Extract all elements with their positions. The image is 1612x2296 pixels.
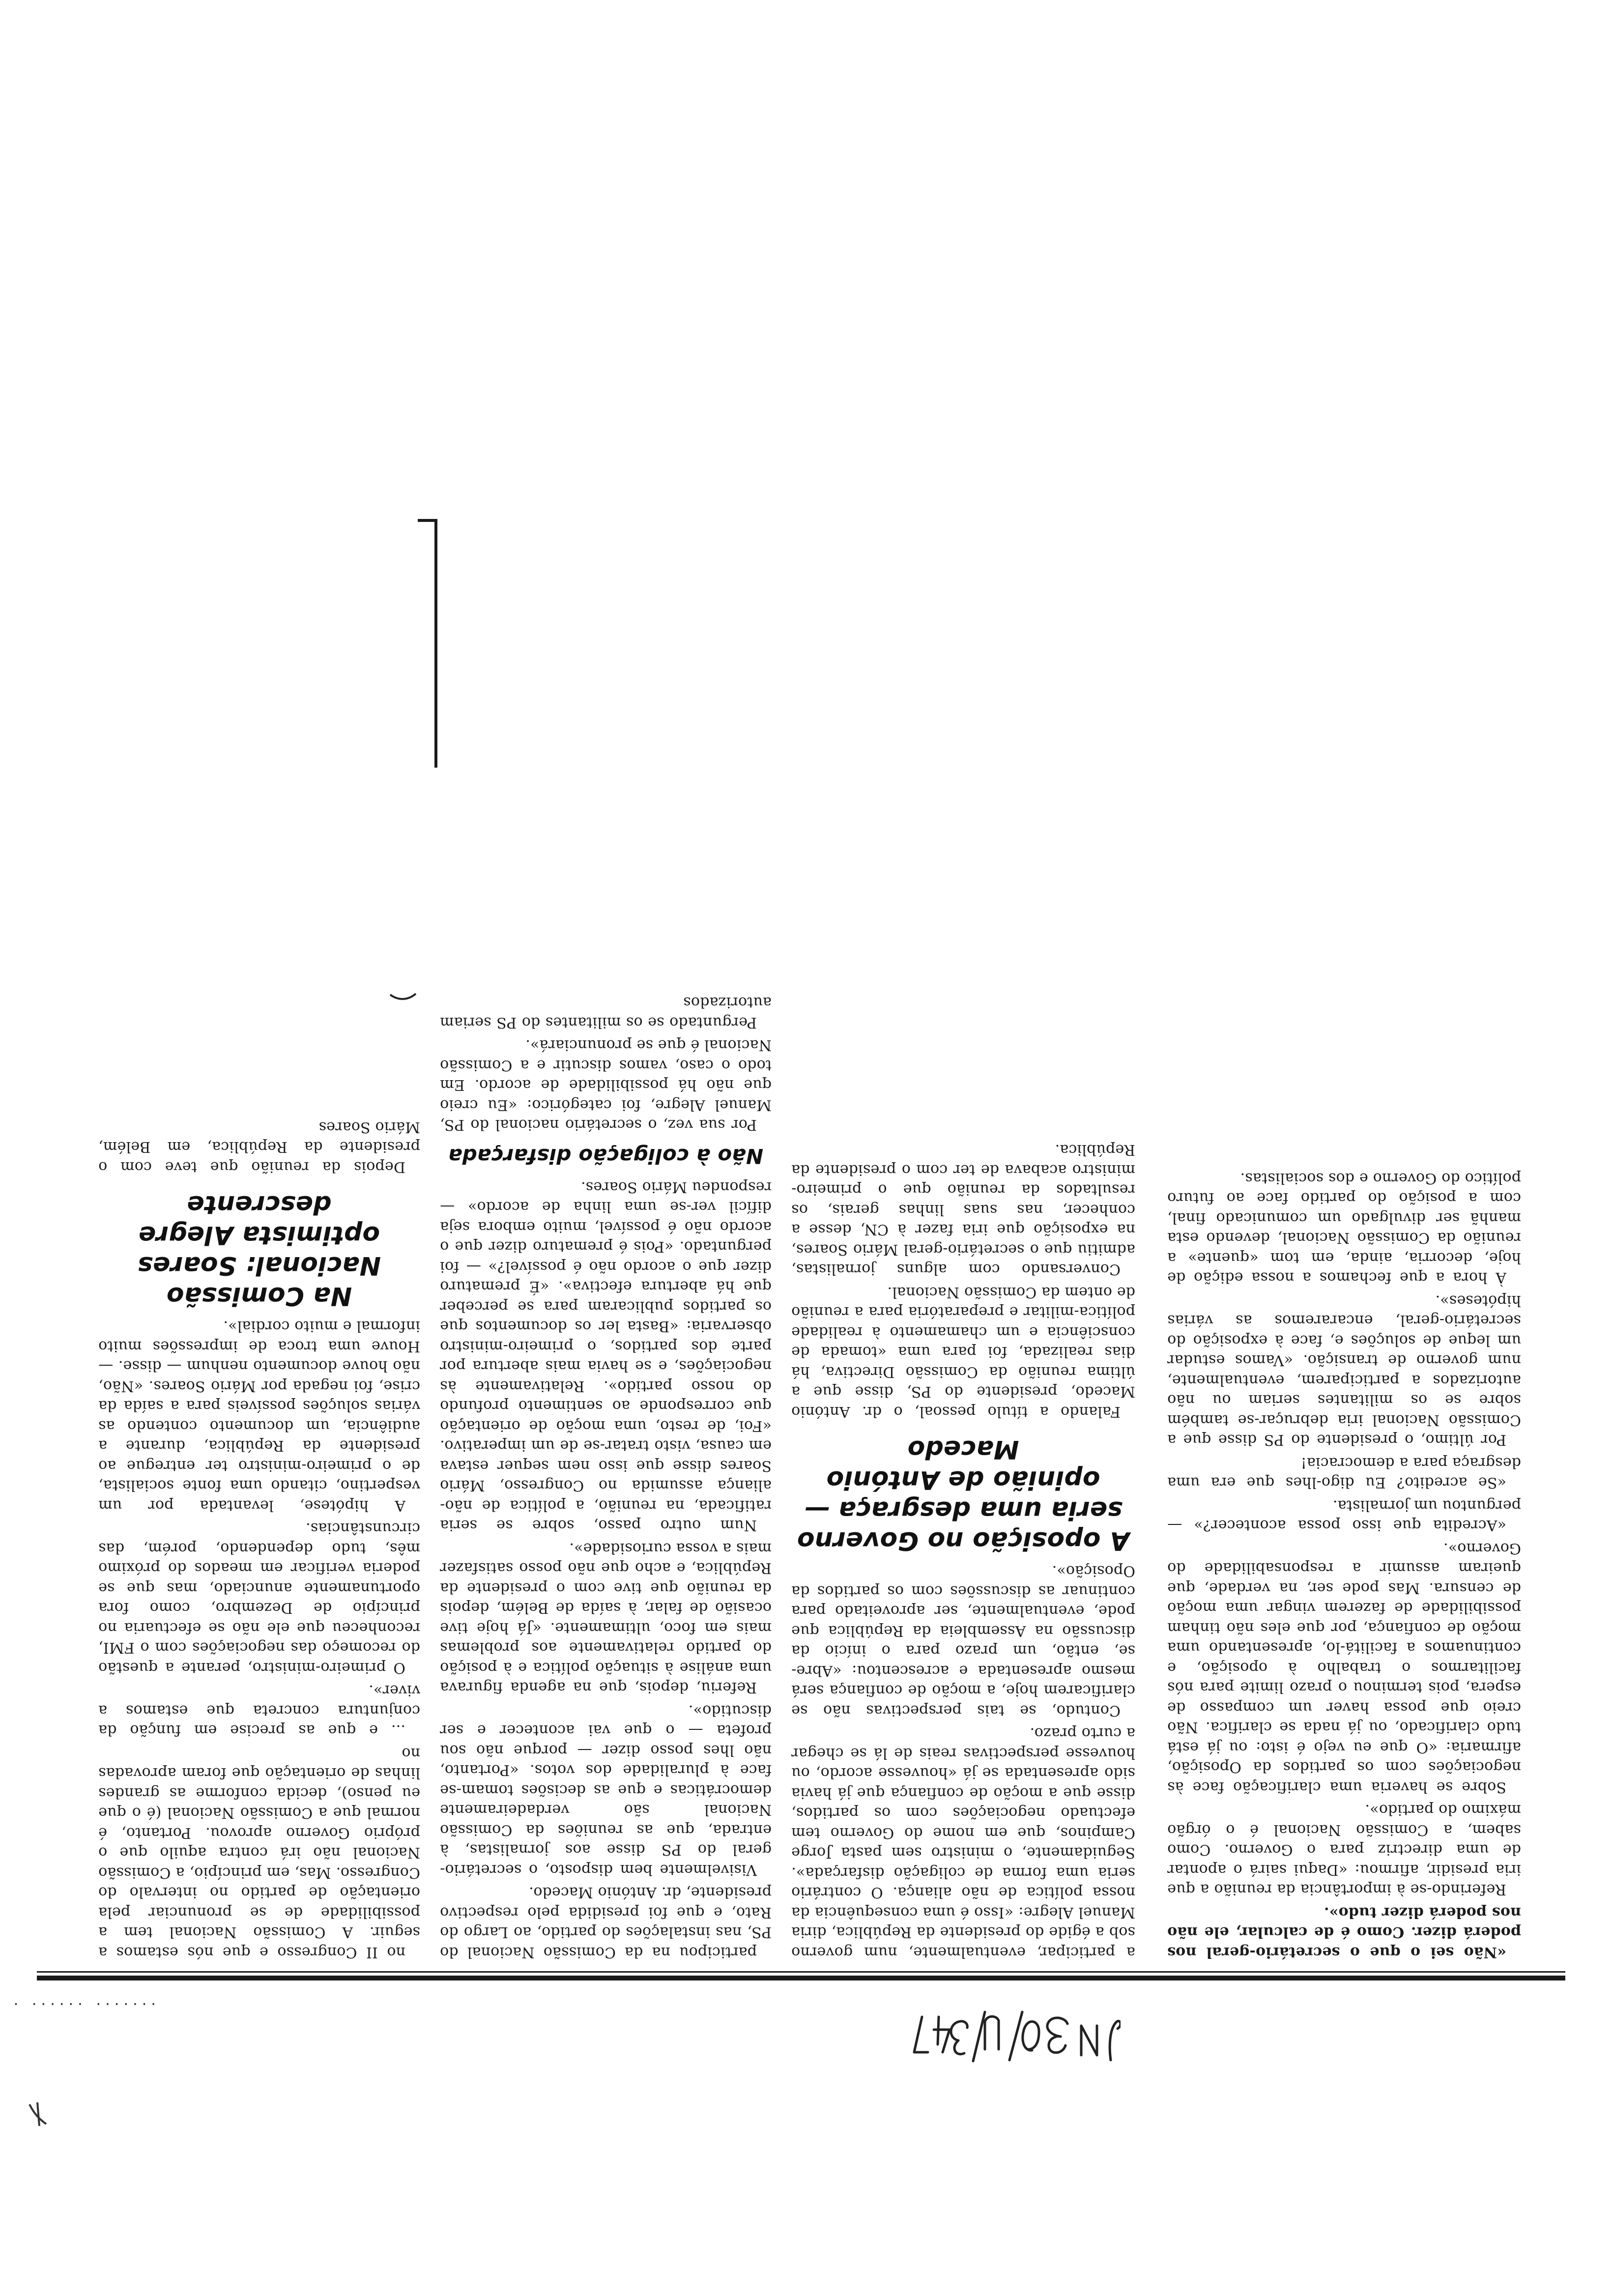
- col2-paragraph: Por sua vez, o secretário nacional do PS, Manuel Alegre, foi categórico: «Eu creio que não há possibilidade de acordo. Em todo o caso, vamos discutir e a Comissão Nacional é que se pronunciará».: [440, 1036, 772, 1134]
- clipping-top-rule: [37, 1976, 1565, 1980]
- col4-paragraph: Sobre se haveria uma clarificação face às negociações com os partidos da Oposição, afirmaria: «O que eu vejo é isto: ou já está tudo clarificado, ou já nada se clarifica. Não creio que possa haver um compasso de espera, pois terminou o prazo limite para nós facilitarmos o trabalho à oposição, e continuamos a facilitá-lo, apresentando uma moção de confiança, por que eles não tinham possibilidade de fazerem vingar uma moção de censura. Mas pode ser, na verdade, que queiram assumir a responsabilidade do Governo».: [1167, 1540, 1521, 1796]
- col4-paragraph: Referindo-se à importância da reunião a que iria presidir, afirmou: «Daqui sairá o apontar de uma directriz para o Governo. Como sabem, a Comissão Nacional é o órgão máximo do partido».: [1167, 1801, 1521, 1898]
- article-column-3: [791, 522, 1135, 1962]
- column-marker-tick: [418, 519, 437, 522]
- clipping-top-rule-thin: [37, 1971, 1565, 1973]
- col2-paragraph: Visivelmente bem disposto, o secretário-geral do PS disse aos jornalistas, à entrada, que as reuniões da Comissão Nacional são verdadeiramente democráticas e que as decisões tomam-se face à pluralidade dos votos. «Portanto, não lhes posso dizer — porque não sou profeta — o que vai acontecer e ser discutido».: [440, 1702, 772, 1878]
- col4-paragraph: «Não sei o que o secretário-geral nos poderá dizer. Como é de calcular, ele não nos poderá dizer tudo».: [1167, 1904, 1521, 1961]
- column-marker-line: [434, 522, 437, 768]
- scan-mark: [388, 989, 418, 1004]
- col4-paragraph: «Se acredito? Eu digo-lhes que era uma desgraça para a democracia!: [1167, 1454, 1521, 1492]
- article-column-4: [1167, 340, 1521, 1962]
- col2-paragraph: Num outro passo, sobre se seria ratificada, na reunião, a política de não-aliança assumida no Congresso, Mário Soares disse que isso nem sequer estava em causa, visto tratar-se de um imperativo. «Foi, de resto, uma moção de orientação que corresponde ao sentimento profundo do nosso partido». Relativamente às negociações, e se havia mais abertura por parte dos partidos, o primeiro-ministro observaria: «Basta ler os documentos que os partidos publicaram para se perceber que há abertura efectiva». «É prematuro dizer que o acordo não é possível?» — foi perguntado. «Pois é prematuro dizer que o acordo não é possível, muito embora seja difícil ver-se uma linha de acordo» — respondeu Mário Soares.: [440, 1178, 772, 1534]
- col1-paragraph: O primeiro-ministro, perante a questão do recomeço das negociações com o FMI, reconheceu que ele não se efectuaria no princípio de Dezembro, como fora oportunamente anunciado, mas que se poderia verificar em meados do próximo mês, tudo dependendo, porém, das circunstâncias.: [98, 1520, 420, 1676]
- col1-paragraph: Depois da reunião que teve com o presidente da República, em Belém, Mário Soares: [98, 1119, 420, 1176]
- handwritten-date-signature: [909, 2006, 1121, 2075]
- col4-paragraph: À hora a que fechamos a nossa edição de hoje, decorria, ainda, em tom «quente» a reunião da Comissão Nacional, devendo esta manhã ser divulgado um comunicado final, com a posição do partido face ao futuro político do Governo e dos socialistas.: [1167, 1170, 1521, 1287]
- col3-paragraph: Conversando com alguns jornalistas, admitiu que o secretário-geral Mário Soares, na exposição que iria fazer à CN, desse a conhecer, nas suas linhas gerais, os resultados da reunião que o primeiro-ministro acabava de ter com o presidente da República.: [791, 1141, 1135, 1278]
- edge-stamp: ······· ······ ·: [10, 1996, 157, 2011]
- col4-paragraph: Por último, o presidente do PS disse que a Comissão Nacional iria debruçar-se também sobre se os militantes seriam ou não autorizados a participarem, eventualmente, num governo de transição. «Vamos estudar um leque de soluções e, face à exposição do secretário-geral, encararemos as várias hipóteses».: [1167, 1292, 1521, 1449]
- col2-paragraph: Perguntado se os militantes do PS seriam autorizados: [440, 994, 772, 1031]
- col1-paragraph: A hipótese, levantada por um vespertino, citando uma fonte socialista, de o primeiro-ministro ter entregue ao presidente da República, durante a audiência, um documento contendo as várias soluções possíveis para a saída da crise, foi negada por Mário Soares. «Não, não houve documento nenhum — disse. — Houve uma troca de impressões muito informal e muito cordial».: [98, 1318, 420, 1514]
- col1-heading: Na Comissão Nacional: Soares optimista Alegre descrente: [137, 1190, 381, 1311]
- article-column-1: [98, 1077, 420, 1962]
- scan-mark: [25, 2099, 49, 2129]
- col3-paragraph: Falando a título pessoal, o dr. António Macedo, presidente do PS, disse que a última reunião da Comissão Directiva, há dias realizada, foi para uma «tomada de consciência e um chamamento à realidade política-militar e preparatória para a reunião de ontem da Comissão Nacional.: [791, 1284, 1135, 1420]
- col3-paragraph: a participar, eventualmente, num governo sob a égide do presidente da República, diria Manuel Alegre: «Isso é uma consequência da nossa política de não aliança. O contrário seria uma forma de coligação disfarçada». Seguidamente, o ministro sem pasta Jorge Campinos, que em nome do Governo tem efectuado negociações com os partidos, disse que a moção de confiança que já havia sido apresentada se já «houvesse acordo, ou houvesse perspectivas reais de lá se chegar a curto prazo.: [791, 1724, 1135, 1961]
- col2-paragraph: participou na da Comissão Nacional do PS, nas instalações do partido, ao Largo do Rato, e que foi presidida pelo respectivo presidente, dr. António Macedo.: [440, 1884, 772, 1961]
- col2-paragraph: Referiu, depois, que na agenda figurava uma análise à situação política e à posição do partido relativamente aos problemas mais em foco, ultimamente. «Já hoje tive ocasião de falar, à saída de Belém, depois da reunião que tive com o presidente da República, e acho que não posso satisfazer mais a vossa curiosidade».: [440, 1540, 772, 1696]
- article-column-2: [440, 340, 772, 1962]
- col3-paragraph: Contudo, se tais perspectivas não se clarificarem hoje, a moção de confiança será mesmo apresentada e acrescentou: «Abre-se, então, um prazo para o início da discussão na Assembleia da República que pode, eventualmente, ser aproveitado para continuar as discussões com os partidos da Oposição».: [791, 1562, 1135, 1719]
- col1-paragraph: no II Congresso e que nós estamos a seguir. A Comissão Nacional tem a possibilidade de se pronunciar pela orientação de partido no intervalo do Congresso. Mas, em princípio, a Comissão Nacional não irá contra aquilo que o próprio Governo aprovou. Portanto, é normal que a Comissão Nacional (é o que eu penso), decida conforme as grandes linhas de orientação que foram aprovadas no: [98, 1745, 420, 1961]
- col4-paragraph: «Acredita que isso possa acontecer?» — perguntou um jornalista.: [1167, 1497, 1521, 1534]
- col2-heading: Não à coligação disfarçada: [448, 1144, 764, 1169]
- col3-heading: A oposição no Governo seria uma desgraça — opinião de António Macedo: [797, 1435, 1130, 1555]
- col1-paragraph: ... e que as precise em função da conjuntura concreta que estamos a viver».: [98, 1682, 420, 1739]
